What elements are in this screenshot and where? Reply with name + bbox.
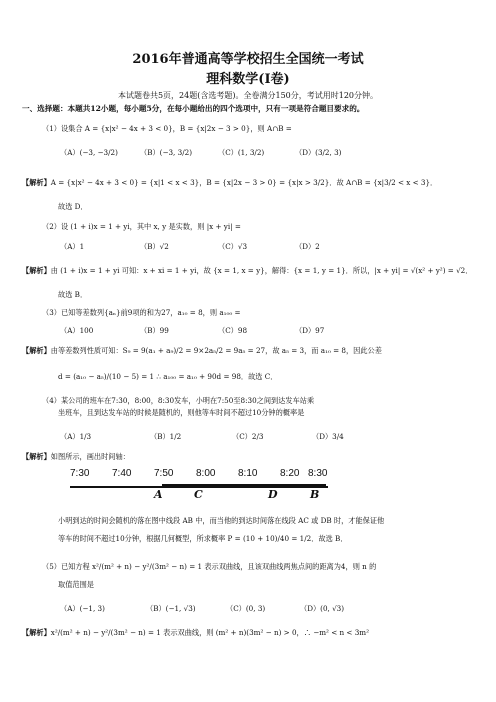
q2-stem: （2）设 (1 + i)x = 1 + yi，其中 x, y 是实数，则 |x + yi| =: [42, 222, 241, 231]
q4-analysis: [22, 452, 130, 462]
analysis-tag: 【解析】: [22, 178, 51, 187]
q3-option-a: （A）100: [60, 326, 94, 335]
q2-option-b: （B）√2: [140, 242, 169, 251]
q4-analysis-text: 如图所示，画出时间轴：: [50, 452, 130, 461]
analysis-tag: 【解析】: [22, 452, 51, 461]
q3-option-c: （C）98: [218, 326, 248, 335]
exam-info: 本试题卷共5页，24题(含选考题)。全卷满分150分，考试用时120分钟。: [117, 91, 379, 100]
point-label: C: [194, 488, 203, 501]
exam-title: 2016年普通高等学校招生全国统一考试: [132, 52, 364, 67]
q1-analysis-text: A = {x|x² − 4x + 3 < 0} = {x|1 < x < 3}，B = {x|2x − 3 > 0} = {x|x > 3/2}．故 A∩B = {x|3/2 < x < 3}．: [50, 178, 438, 187]
q1-option-d: （D）(3/2, 3): [295, 148, 342, 157]
q3-analysis-text: 由等差数列性质可知：S₉ = 9(a₁ + a₉)/2 = 9×2a₅/2 = 9a₅ = 27，故 a₅ = 3，而 a₁₀ = 8，因此公差: [50, 346, 382, 355]
time-label: 7:40: [112, 468, 132, 479]
time-label: 7:50: [154, 468, 174, 479]
q2-option-d: （D）2: [295, 242, 320, 251]
q4-option-b: （B）1/2: [150, 432, 182, 441]
analysis-tag: 【解析】: [22, 346, 51, 355]
q4-stem-line2: 坐班车，且到达发车站的时候是随机的，则他等车时间不超过10分钟的概率是: [58, 408, 305, 417]
q5-stem-line2: 取值范围是: [58, 580, 94, 589]
time-label: 7:30: [70, 468, 90, 479]
q4-stem: （4）某公司的班车在7:30，8:00，8:30发车，小明在7:50至8:30之间到达发车站乘: [42, 396, 315, 405]
q5-analysis: [22, 628, 369, 638]
q4-option-c: （C）2/3: [232, 432, 264, 441]
analysis-tag: 【解析】: [22, 628, 51, 637]
time-axis-figure: [70, 468, 330, 508]
q5-option-b: （B）(−1, √3): [146, 604, 196, 613]
q5-stem: （5）已知方程 x²/(m² + n) − y²/(3m² − n) = 1 表示双曲线，且该双曲线两焦点间的距离为4，则 n 的: [42, 562, 377, 571]
q3-stem: （3）已知等差数列{aₙ}前9项的和为27，a₁₀ = 8，则 a₁₀₀ =: [42, 308, 241, 317]
point-label: D: [268, 488, 278, 501]
section-heading: 一、选择题：本题共12小题，每小题5分，在每小题给出的四个选项中，只有一项是符合题目要求的。: [22, 104, 365, 113]
q2-answer: 故选 B．: [58, 290, 88, 299]
q5-option-c: （C）(0, 3): [226, 604, 266, 613]
time-label: 8:30: [308, 468, 328, 479]
q1-option-b: （B）(−3, 3/2): [140, 148, 192, 157]
q3-analysis-line2: d = (a₁₀ − a₅)/(10 − 5) = 1 ∴ a₁₀₀ = a₁₀ + 90d = 98．故选 C．: [58, 372, 278, 381]
time-label: 8:10: [238, 468, 258, 479]
q4-explanation: 小明到达的时间会随机的落在图中线段 AB 中，而当他的到达时间落在线段 AC 或 DB 时，才能保证他: [58, 516, 385, 525]
q5-analysis-text: x²/(m² + n) − y²/(3m² − n) = 1 表示双曲线，则 (m² + n)(3m² − n) > 0，∴ −m² < n < 3m²: [50, 628, 369, 637]
q4-option-a: （A）1/3: [60, 432, 92, 441]
point-label: A: [154, 488, 163, 501]
q1-stem: （1）设集合 A = {x|x² − 4x + 3 < 0}，B = {x|2x − 3 > 0}，则 A∩B =: [42, 124, 292, 133]
q2-analysis: [22, 266, 472, 276]
q4-option-d: （D）3/4: [312, 432, 344, 441]
q3-option-d: （D）97: [295, 326, 325, 335]
q5-option-d: （D）(0, √3): [300, 604, 345, 613]
q1-option-c: （C）(1, 3/2): [218, 148, 265, 157]
time-label: 8:00: [196, 468, 216, 479]
q1-analysis: [22, 178, 437, 188]
analysis-tag: 【解析】: [22, 266, 51, 275]
q2-option-a: （A）1: [60, 242, 85, 251]
q5-option-a: （A）(−1, 3): [60, 604, 105, 613]
q3-option-b: （B）99: [140, 326, 169, 335]
q1-answer: 故选 D．: [58, 202, 88, 211]
q1-option-a: （A）(−3, −3/2): [60, 148, 118, 157]
q2-analysis-text: 由 (1 + i)x = 1 + yi 可知：x + xi = 1 + yi，故 {x = 1, x = y}，解得：{x = 1, y = 1}．所以，|x + yi| = √(x² + y²) = √2．: [50, 266, 473, 275]
exam-subtitle: 理科数学(I卷): [206, 72, 290, 87]
q2-option-c: （C）√3: [218, 242, 248, 251]
segment-ab: [162, 484, 326, 488]
point-label: B: [310, 488, 320, 501]
time-label: 8:20: [280, 468, 300, 479]
q4-explanation-line2: 等车的时间不超过10分钟，根据几何概型，所求概率 P = (10 + 10)/40 = 1/2．故选 B．: [58, 534, 348, 543]
q3-analysis: [22, 346, 382, 356]
